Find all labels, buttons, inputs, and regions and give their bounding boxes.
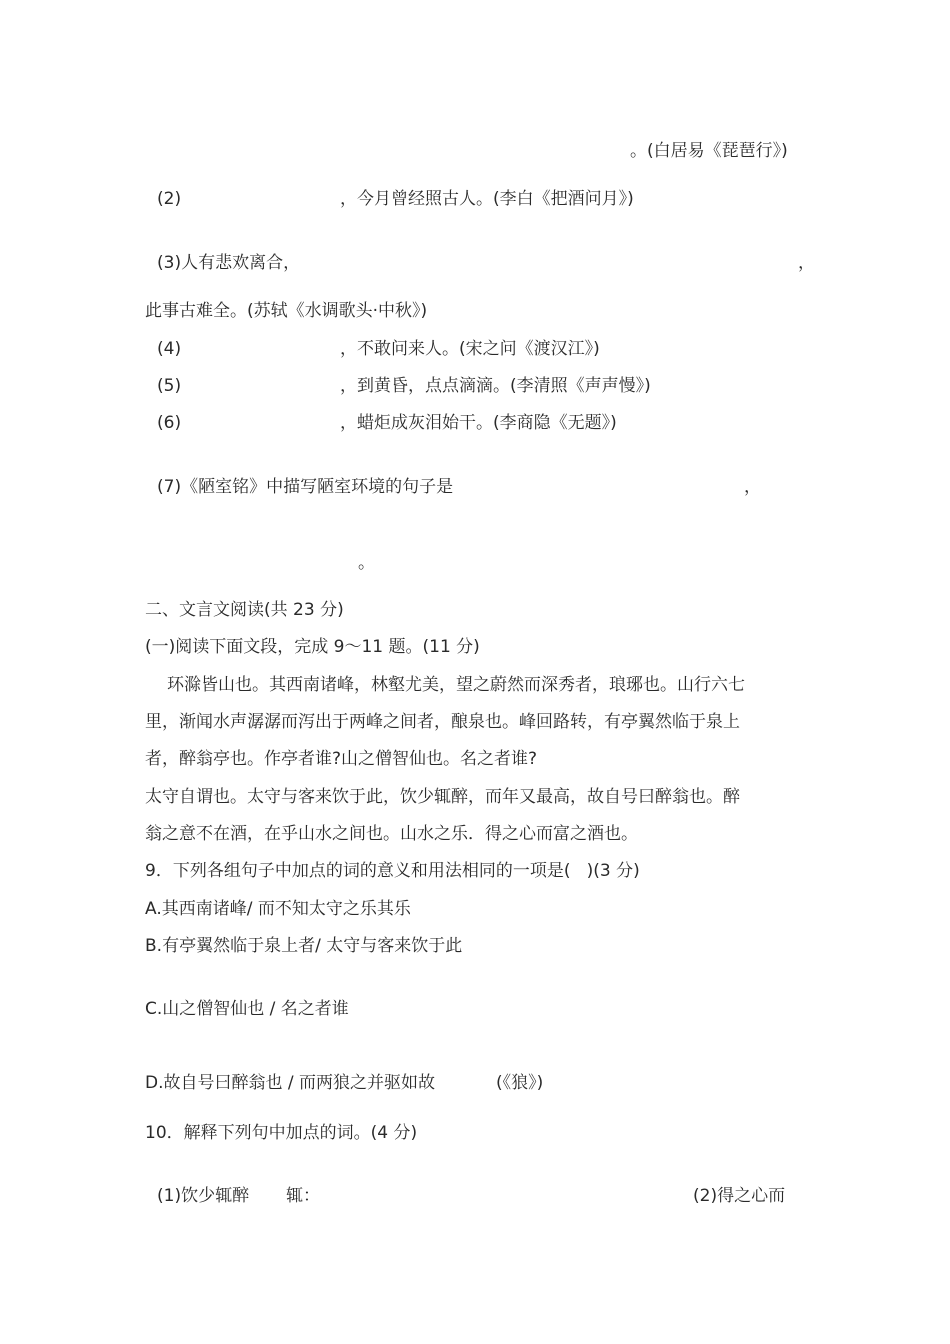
- q8-item7-text: (7)《陋室铭》中描写陋室环境的句子是: [157, 477, 454, 497]
- q9-option-c: C.山之僧智仙也 / 名之者谁: [145, 999, 349, 1019]
- q10-item2: (2)得之心而: [693, 1186, 786, 1206]
- q8-item1-tail: 。(白居易《琵琶行》): [630, 141, 788, 161]
- q8-item7-period: 。: [358, 553, 375, 573]
- q9-stem: 9．下列各组句子中加点的词的意义和用法相同的一项是( )(3 分): [145, 861, 640, 881]
- q9-option-d: D.故自号曰醉翁也 / 而两狼之并驱如故: [145, 1073, 436, 1093]
- q8-item4-text: ，不敢问来人。(宋之问《渡汉江》): [340, 339, 600, 359]
- q8-item3-start: (3)人有悲欢离合，: [157, 253, 301, 273]
- q8-item5-text: ，到黄昏，点点滴滴。(李清照《声声慢》): [340, 376, 651, 396]
- q8-item3-end: 此事古难全。(苏轼《水调歌头·中秋》): [145, 301, 428, 321]
- q8-item3-comma: ，: [798, 253, 815, 273]
- q8-item6-text: ，蜡炬成灰泪始干。(李商隐《无题》): [340, 413, 617, 433]
- q8-item7-comma: ，: [744, 477, 761, 497]
- q8-item4-number: (4): [157, 339, 182, 359]
- section-subheading: (一)阅读下面文段，完成 9～11 题。(11 分): [145, 637, 480, 657]
- passage-line: 太守自谓也。太守与客来饮于此，饮少辄醉，而年又最高，故自号曰醉翁也。醉: [145, 787, 740, 807]
- q9-option-d-note: (《狼》): [496, 1073, 544, 1093]
- q9-option-b: B.有亭翼然临于泉上者/ 太守与客来饮于此: [145, 936, 463, 956]
- q9-option-a: A.其西南诸峰/ 而不知太守之乐其乐: [145, 899, 411, 919]
- q10-item1-blank-label: 辄：: [286, 1186, 320, 1206]
- passage-line: 里，渐闻水声潺潺而泻出于两峰之间者，酿泉也。峰回路转，有亭翼然临于泉上: [145, 712, 740, 732]
- q8-item2-text: ，今月曾经照古人。(李白《把酒问月》): [340, 189, 634, 209]
- section-heading: 二、文言文阅读(共 23 分): [145, 600, 344, 620]
- passage-line: 者，醉翁亭也。作亭者谁?山之僧智仙也。名之者谁?: [145, 749, 538, 769]
- q8-item5-number: (5): [157, 376, 182, 396]
- q8-item6-number: (6): [157, 413, 182, 433]
- q8-item2-number: (2): [157, 189, 182, 209]
- passage-line: 环滁皆山也。其西南诸峰，林壑尤美，望之蔚然而深秀者，琅琊也。山行六七: [167, 675, 745, 695]
- passage-line: 翁之意不在酒，在乎山水之间也。山水之乐．得之心而富之酒也。: [145, 824, 638, 844]
- q10-item1: (1)饮少辄醉: [157, 1186, 250, 1206]
- q10-stem: 10．解释下列句中加点的词。(4 分): [145, 1123, 418, 1143]
